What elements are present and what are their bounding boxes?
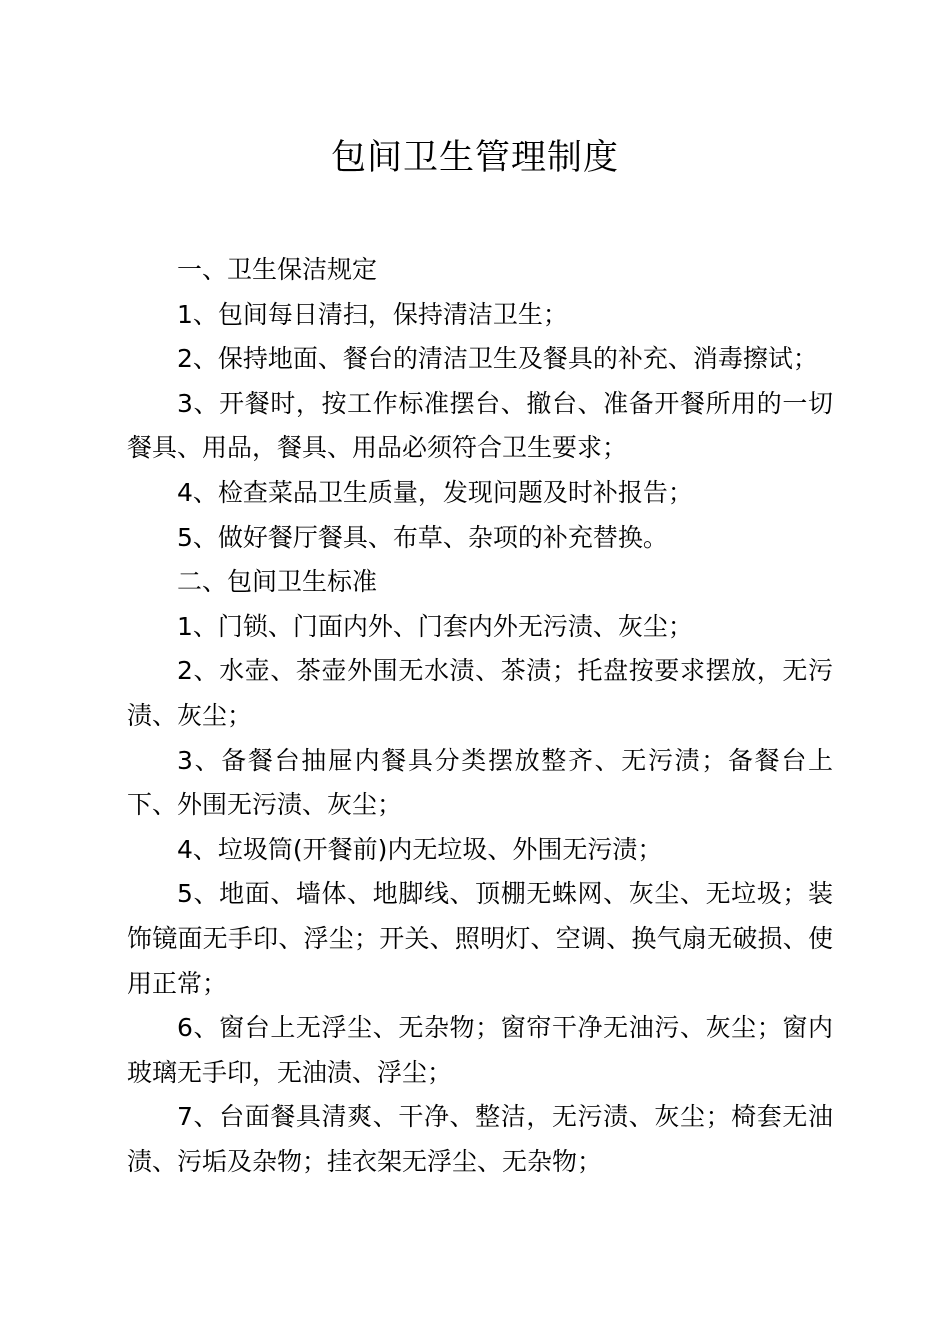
section-heading: 二、包间卫生标准 — [177, 567, 378, 597]
paragraph: 6、窗台上无浮尘、无杂物；窗帘干净无油污、灰尘；窗内玻璃无手印，无油渍、浮尘； — [127, 1013, 833, 1087]
paragraph: 1、门锁、门面内外、门套内外无污渍、灰尘； — [177, 611, 693, 641]
paragraph: 5、地面、墙体、地脚线、顶棚无蛛网、灰尘、无垃圾；装饰镜面无手印、浮尘；开关、照明灯、空调、换气扇无破损、使用正常； — [127, 879, 833, 998]
paragraph: 2、水壶、茶壶外围无水渍、茶渍；托盘按要求摆放，无污渍、灰尘； — [127, 656, 833, 730]
section-heading: 一、卫生保洁规定 — [177, 255, 378, 284]
document-body — [127, 248, 833, 1184]
document-title: 包间卫生管理制度 — [330, 138, 619, 178]
paragraph: 4、检查菜品卫生质量，发现问题及时补报告； — [177, 477, 693, 507]
paragraph: 3、开餐时，按工作标准摆台、撤台、准备开餐所用的一切餐具、用品，餐具、用品必须符合卫生要求； — [127, 388, 833, 463]
paragraph: 1、包间每日清扫，保持清洁卫生； — [177, 299, 568, 329]
paragraph: 3、备餐台抽屉内餐具分类摆放整齐、无污渍；备餐台上下、外围无污渍、灰尘； — [127, 745, 833, 820]
paragraph: 5、做好餐厅餐具、布草、杂项的补充替换。 — [177, 522, 668, 552]
paragraph: 4、垃圾筒(开餐前)内无垃圾、外围无污渍； — [177, 834, 663, 864]
paragraph: 2、保持地面、餐台的清洁卫生及餐具的补充、消毒擦试； — [177, 344, 818, 374]
paragraph: 7、台面餐具清爽、干净、整洁，无污渍、灰尘；椅套无油渍、污垢及杂物；挂衣架无浮尘、无杂物； — [127, 1102, 833, 1176]
